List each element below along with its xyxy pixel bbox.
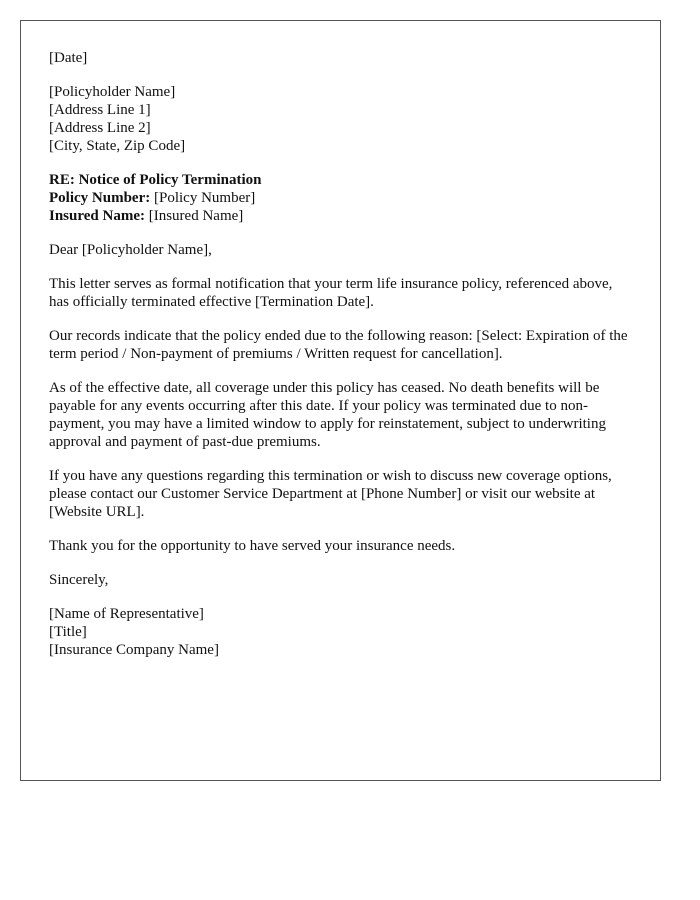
letter: [20, 20, 661, 781]
subject-line: RE: Notice of Policy Termination: [49, 172, 262, 188]
body-paragraph: Thank you for the opportunity to have served your insurance needs.: [49, 538, 456, 554]
company-name: [Insurance Company Name]: [49, 642, 219, 658]
insured-name-label: Insured Name:: [49, 208, 145, 224]
body-paragraph: As of the effective date, all coverage under this policy has ceased. No death benefits will be payable for any events occurring after this date. If your policy was terminated due to non-payment, you may have a limited window to apply for reinstatement, subject to underwriting approval and payment of past-due premiums.: [49, 380, 606, 450]
representative-title: [Title]: [49, 624, 87, 640]
body-paragraph: If you have any questions regarding this termination or wish to discuss new coverage options, please contact our Customer Service Department at [Phone Number] or visit our website at [Website URL].: [49, 468, 612, 520]
city-state-zip: [City, State, Zip Code]: [49, 138, 186, 154]
recipient-block: [49, 83, 632, 155]
salutation: Dear [Policyholder Name],: [49, 242, 212, 258]
date: [Date]: [49, 50, 88, 66]
subject-block: [49, 171, 632, 225]
body-paragraph: Our records indicate that the policy ended due to the following reason: [Select: Expiration of the term period / Non-payment of premiums / Written request for cancellation].: [49, 328, 628, 362]
insured-name-value: [Insured Name]: [144, 208, 244, 224]
closing: Sincerely,: [49, 572, 109, 588]
recipient-name: [Policyholder Name]: [49, 84, 176, 100]
body-paragraph: This letter serves as formal notification that your term life insurance policy, referenced above, has officially terminated effective [Termination Date].: [49, 276, 613, 310]
address-line-1: [Address Line 1]: [49, 102, 151, 118]
address-line-2: [Address Line 2]: [49, 120, 151, 136]
policy-number-value: [Policy Number]: [150, 190, 256, 206]
representative-name: [Name of Representative]: [49, 606, 204, 622]
policy-number-label: Policy Number:: [49, 190, 151, 206]
signature-block: [49, 605, 632, 659]
